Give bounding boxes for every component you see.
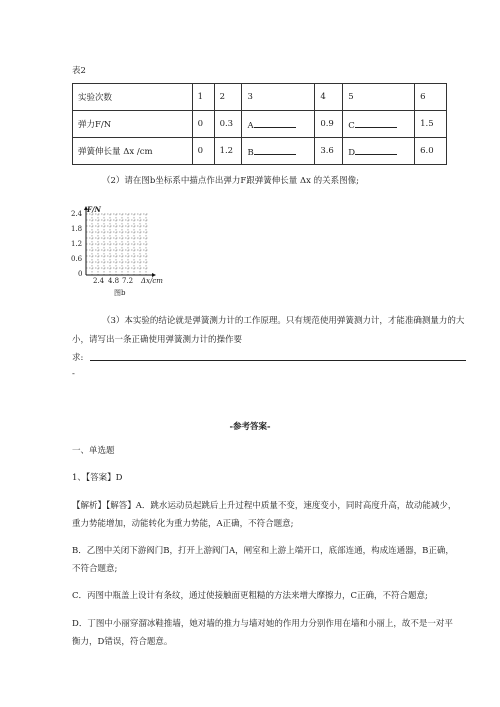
table-cell: 实验次数 [73, 84, 193, 111]
blank-label: A [247, 120, 254, 131]
question-2-text: （2）请在图b坐标系中描点作出弹力F跟弹簧伸长量 Δx 的关系图像; [102, 176, 359, 186]
graph-caption: 图b [114, 289, 126, 297]
table-cell: 0 [192, 111, 214, 138]
table-cell-blank [242, 111, 315, 138]
table-cell: 弹力F/N [73, 111, 193, 138]
y-tick-label: 0 [78, 270, 83, 278]
table-cell: 5 [343, 84, 415, 111]
answer-1: 1、【答案】D [72, 473, 123, 483]
table-cell: 2 [214, 84, 242, 111]
table-cell-blank [343, 111, 415, 138]
y-tick-label: 1.8 [71, 225, 83, 233]
table-row [73, 84, 447, 111]
data-table [72, 83, 447, 165]
y-axis-label: F/N [87, 205, 101, 214]
x-axis-label: Δx/cm [141, 277, 163, 285]
answer-line[interactable] [90, 360, 466, 361]
table-cell: 6 [415, 84, 447, 111]
table-cell: 3 [242, 84, 315, 111]
table-cell: 3.6 [315, 138, 343, 165]
x-tick-label: 7.2 [122, 277, 134, 285]
blank-label: D [348, 147, 356, 158]
table-cell: 6.0 [415, 138, 447, 165]
table-cell: 4 [315, 84, 343, 111]
y-tick-label: 1.2 [71, 240, 83, 248]
dot-mark: - [72, 369, 75, 379]
question-3-line-3: 求: [72, 353, 84, 363]
table-cell: 1 [192, 84, 214, 111]
analysis-b-line-2: 不符合题意; [72, 564, 118, 574]
y-tick-label: 2.4 [71, 210, 83, 218]
table-cell: 1.5 [415, 111, 447, 138]
table-cell: 0.9 [315, 111, 343, 138]
table-row [73, 138, 447, 165]
graph-canvas [70, 200, 170, 300]
question-3-line-2: 小，请写出一条正确使用弹簧测力计的操作要 [72, 335, 243, 345]
table-cell-blank [242, 138, 315, 165]
analysis-b-line-1: B．乙图中关闭下游阀门B，打开上游阀门A，闸室和上游上端开口，底部连通，构成连通器，B正确， [72, 546, 454, 556]
table-row [73, 111, 447, 138]
table-caption: 表2 [72, 66, 86, 76]
y-tick-label: 0.6 [71, 255, 83, 263]
fill-blank[interactable] [254, 118, 296, 128]
fill-blank[interactable] [355, 118, 397, 128]
analysis-a-line-1: 【解析】【解答】A．跳水运动员起跳后上升过程中质量不变，速度变小，同时高度升高，故动能减少， [72, 501, 457, 511]
fill-blank[interactable] [355, 145, 397, 155]
blank-label: C [348, 120, 355, 131]
grid-lines [86, 214, 148, 275]
table-cell: 1.2 [214, 138, 242, 165]
x-tick-label: 4.8 [108, 277, 120, 285]
analysis-d-line-1: D．丁图中小丽穿溜冰鞋推墙，她对墙的推力与墙对她的作用力分别作用在墙和小丽上，故不是一对平 [72, 619, 453, 629]
table-cell-blank [343, 138, 415, 165]
table-cell: 弹簧伸长量 Δx /cm [73, 138, 193, 165]
blank-label: B [247, 147, 254, 158]
graph-b [70, 200, 170, 300]
answer-title: -参考答案- [229, 422, 271, 432]
analysis-a-line-2: 重力势能增加，动能转化为重力势能，A正确，不符合题意; [72, 519, 294, 529]
analysis-d-line-2: 衡力，D错误，符合题意。 [72, 637, 173, 647]
x-tick-label: 2.4 [93, 277, 105, 285]
section-heading: 一、单选题 [72, 446, 115, 456]
question-3-line-1: （3）本实验的结论就是弹簧测力计的工作原理。只有规范使用弹簧测力计，才能准确测量力的大 [102, 316, 465, 326]
analysis-c-line-1: C．丙图中瓶盖上设计有条纹，通过使接触面更粗糙的方法来增大摩擦力，C正确，不符合题意; [72, 591, 428, 601]
fill-blank[interactable] [254, 145, 296, 155]
table-cell: 0 [192, 138, 214, 165]
table-cell: 0.3 [214, 111, 242, 138]
